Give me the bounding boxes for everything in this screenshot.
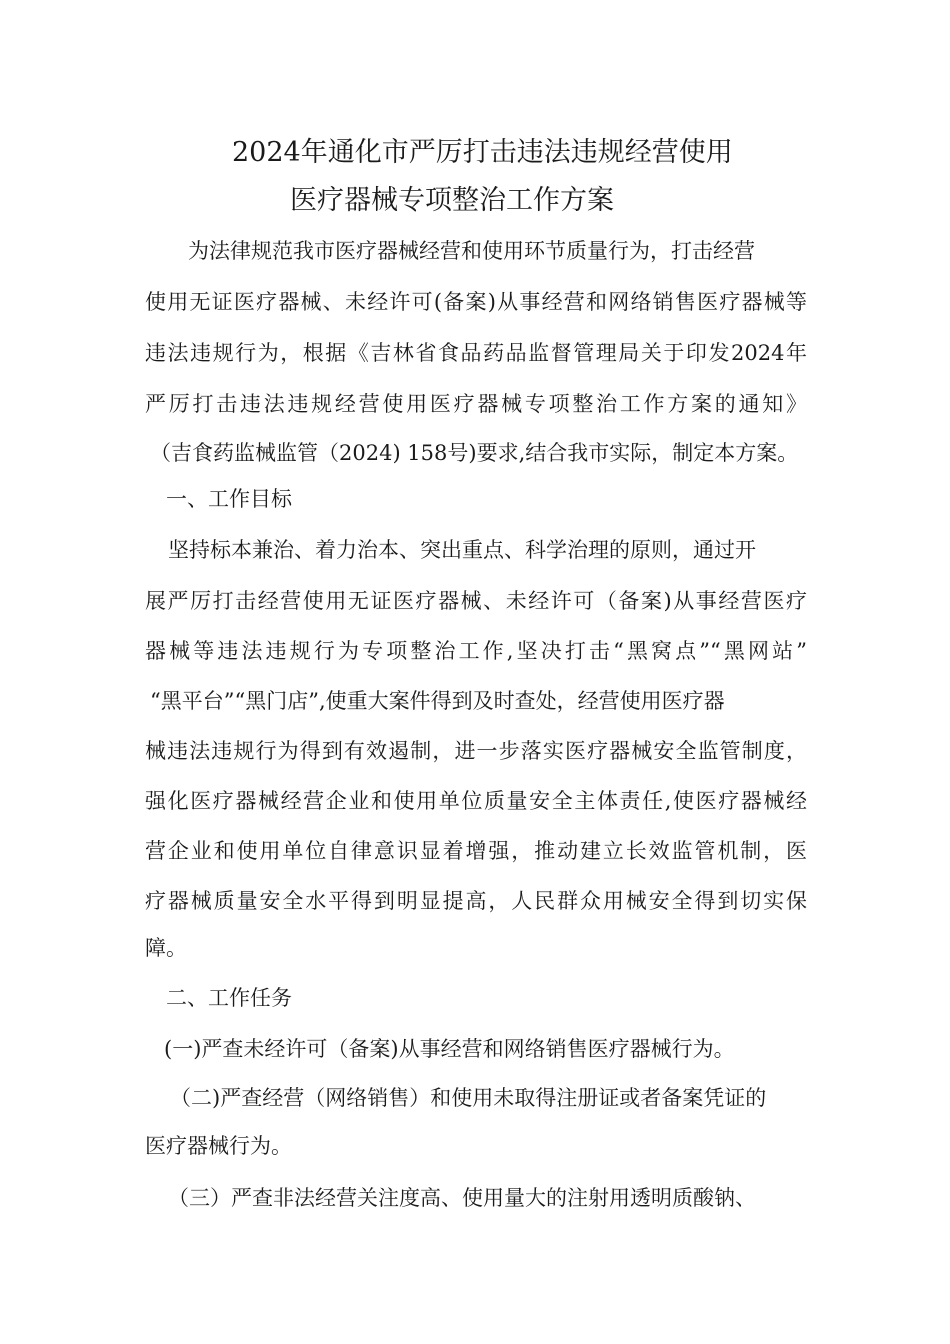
paragraph-line: 为法律规范我市医疗器械经营和使用环节质量行为，打击经营 — [188, 239, 755, 263]
task-item-continuation: 医疗器械行为。 — [145, 1134, 292, 1158]
paragraph-line: 严厉打击违法违规经营使用医疗器械专项整治工作方案的通知》 — [145, 392, 807, 416]
paragraph-line: （吉食药监械监管（2024) 158号)要求,结合我市实际，制定本方案。 — [150, 441, 799, 465]
document-title-line-2: 医疗器械专项整治工作方案 — [290, 185, 614, 216]
task-item: （三）严查非法经营关注度高、使用量大的注射用透明质酸钠、 — [168, 1186, 756, 1210]
section-heading: 二、工作任务 — [166, 986, 292, 1010]
paragraph-line: “黑平台”“黑门店”,使重大案件得到及时查处，经营使用医疗器 — [150, 689, 725, 713]
paragraph-line: 展严厉打击经营使用无证医疗器械、未经许可（备案)从事经营医疗 — [145, 589, 807, 613]
paragraph-line: 疗器械质量安全水平得到明显提高，人民群众用械安全得到切实保 — [145, 889, 807, 913]
paragraph-line: 强化医疗器械经营企业和使用单位质量安全主体责任,使医疗器械经 — [145, 789, 807, 813]
paragraph-line: 械违法违规行为得到有效遏制，进一步落实医疗器械安全监管制度， — [145, 739, 807, 763]
paragraph-line: 器械等违法违规行为专项整治工作,坚决打击“黑窝点”“黑网站” — [145, 639, 807, 663]
paragraph-line: 营企业和使用单位自律意识显着增强，推动建立长效监管机制，医 — [145, 839, 807, 863]
document-title-line-1: 2024年通化市严厉打击违法违规经营使用 — [232, 137, 733, 168]
task-item: (一)严查未经许可（备案)从事经营和网络销售医疗器械行为。 — [164, 1037, 735, 1061]
paragraph-line: 使用无证医疗器械、未经许可(备案)从事经营和网络销售医疗器械等 — [145, 290, 807, 314]
task-item: （二)严查经营（网络销售）和使用未取得注册证或者备案凭证的 — [170, 1086, 767, 1110]
section-heading: 一、工作目标 — [166, 487, 292, 511]
paragraph-line: 障。 — [145, 936, 187, 960]
paragraph-line: 坚持标本兼治、着力治本、突出重点、科学治理的原则，通过开 — [168, 538, 756, 562]
paragraph-line: 违法违规行为，根据《吉林省食品药品监督管理局关于印发2024年 — [145, 341, 807, 365]
